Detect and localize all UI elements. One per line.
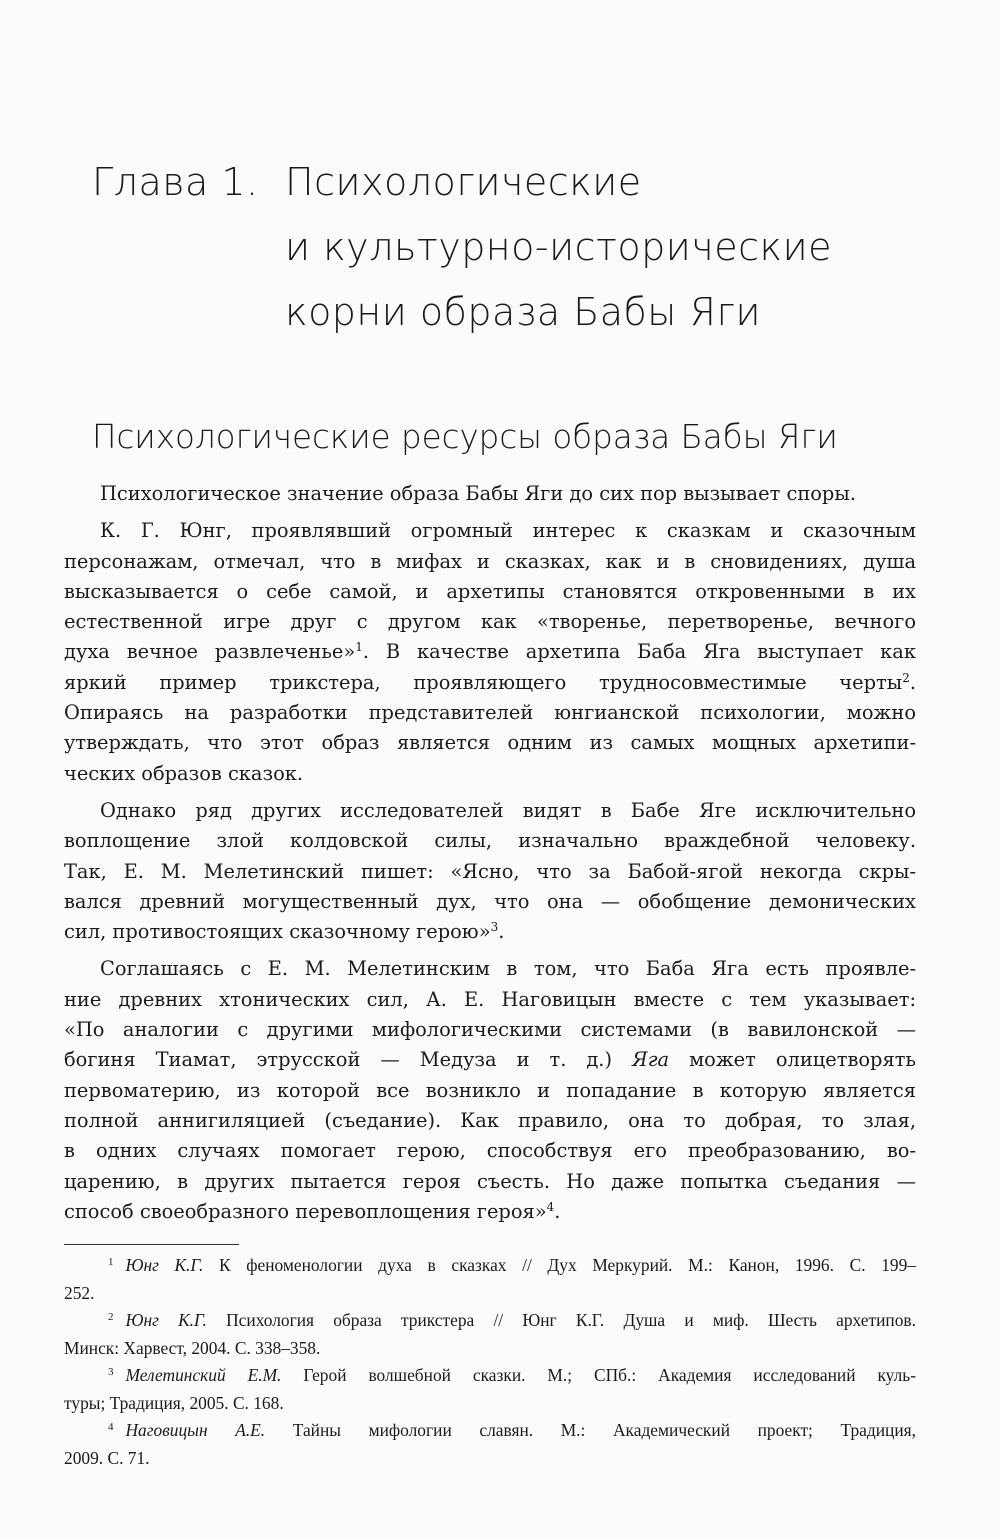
text-line: способ своеобразного перевоплощения героя»$^4$. (64, 1199, 561, 1223)
footnote-line: 2009. С. 71. (64, 1447, 150, 1468)
text-line: Опираясь на разработки представителей юнгианской психологии, можно (64, 701, 916, 725)
footnote-separator (64, 1244, 239, 1245)
text-line: Соглашаясь с Е. М. Мелетинским в том, что Баба Яга есть проявле- (100, 957, 916, 981)
text-line: естественной игре друг с другом как «творенье, перетворенье, вечного (64, 610, 916, 634)
text-line: Психологическое значение образа Бабы Яги до сих пор вызывает споры. (100, 482, 856, 505)
text-line: духа вечное развлеченье»$^1$. В качестве архетипа Баба Яга выступает как (64, 640, 916, 664)
footnote-ref[interactable]: 2 (902, 670, 910, 685)
footnote-mark: 1 (108, 1256, 114, 1268)
footnote-author: Юнг К.Г. (125, 1310, 207, 1330)
chapter-number: Глава 1. (92, 160, 259, 204)
footnote-line: $^3$ Мелетинский Е.М. Герой волшебной сказки. М.; СПб.: Академия исследований куль- (108, 1365, 916, 1385)
chapter-title-line: корни образа Бабы Яги (285, 290, 762, 334)
footnote-line: туры; Традиция, 2005. С. 168. (64, 1392, 284, 1413)
text-line: богиня Тиамат, этрусской — Медуза и т. д.) Яга может олицетворять (64, 1048, 916, 1072)
footnote-author: Юнг К.Г. (125, 1255, 204, 1275)
text-line: в одних случаях помогает герою, способствуя его преобразованию, во- (64, 1139, 916, 1163)
text-line: яркий пример трикстера, проявляющего трудносовместимые черты$^2$. (64, 670, 916, 694)
footnote-line: $^2$ Юнг К.Г. Психология образа трикстера // Юнг К.Г. Душа и миф. Шесть архетипов. (108, 1310, 916, 1330)
text-line: царению, в других пытается героя съесть. Но даже попытка съедания — (64, 1169, 916, 1193)
paragraph (64, 796, 916, 947)
footnote-mark: 3 (108, 1366, 114, 1378)
footnote (64, 1417, 916, 1472)
text-line: первоматерию, из которой все возникло и попадание в которую является (64, 1078, 916, 1102)
footnote (64, 1252, 916, 1307)
text-line: воплощение злой колдовской силы, изначально враждебной человеку. (64, 829, 916, 853)
text-line: «По аналогии с другими мифологическими системами (в вавилонской — (64, 1018, 916, 1042)
text-line: ние древних хтонических сил, А. Е. Наговицын вместе с тем указывает: (64, 987, 916, 1011)
paragraph (64, 516, 916, 789)
text-line: Однако ряд других исследователей видят в Бабе Яге исключительно (100, 798, 916, 822)
text-line: К. Г. Юнг, проявлявший огромный интерес к сказкам и сказочным (100, 519, 916, 543)
text-line: сил, противостоящих сказочному герою»$^3$. (64, 920, 505, 944)
body-text (64, 479, 916, 1234)
footnote-line: $^4$ Наговицын А.Е. Тайны мифологии славян. М.: Академический проект; Традиция, (108, 1420, 916, 1440)
footnotes (64, 1252, 916, 1472)
footnote-line: $^1$ Юнг К.Г. К феноменологии духа в сказках // Дух Меркурий. М.: Канон, 1996. С. 199– (108, 1255, 916, 1275)
chapter-title-line: Психологические (285, 160, 642, 204)
footnote-author: Наговицын А.Е. (125, 1420, 266, 1440)
chapter-title (285, 150, 832, 345)
footnote-ref[interactable]: 1 (355, 640, 363, 655)
text-line: утверждать, что этот образ является одним из самых мощных архетипи- (64, 731, 916, 755)
text-line: полной аннигиляцией (съедание). Как правило, она то добрая, то злая, (64, 1108, 916, 1132)
footnote-line: 252. (64, 1282, 95, 1303)
footnote-author: Мелетинский Е.М. (125, 1365, 282, 1385)
paragraph (64, 479, 916, 509)
chapter-heading (92, 150, 952, 345)
text-line: Так, Е. М. Мелетинский пишет: «Ясно, что за Бабой-ягой некогда скры- (64, 859, 916, 883)
footnote-ref[interactable]: 3 (490, 920, 499, 935)
footnote-ref[interactable]: 4 (546, 1199, 555, 1214)
footnote-mark: 2 (108, 1311, 114, 1323)
footnote (64, 1307, 916, 1362)
paragraph (64, 954, 916, 1227)
italic-term: Яга (632, 1048, 670, 1072)
chapter-title-line: и культурно-исторические (285, 225, 832, 269)
footnote-line: Минск: Харвест, 2004. С. 338–358. (64, 1337, 321, 1358)
section-title: Психологические ресурсы образа Бабы Яги (92, 418, 838, 456)
footnote-mark: 4 (108, 1421, 114, 1433)
text-line: высказывается о себе самой, и архетипы становятся откровенными в их (64, 579, 916, 603)
footnote (64, 1362, 916, 1417)
text-line: ческих образов сказок. (64, 761, 304, 785)
text-line: вался древний могущественный дух, что она — обобщение демонических (64, 889, 916, 913)
text-line: персонажам, отмечал, что в мифах и сказках, как и в сновидениях, душа (64, 549, 916, 573)
